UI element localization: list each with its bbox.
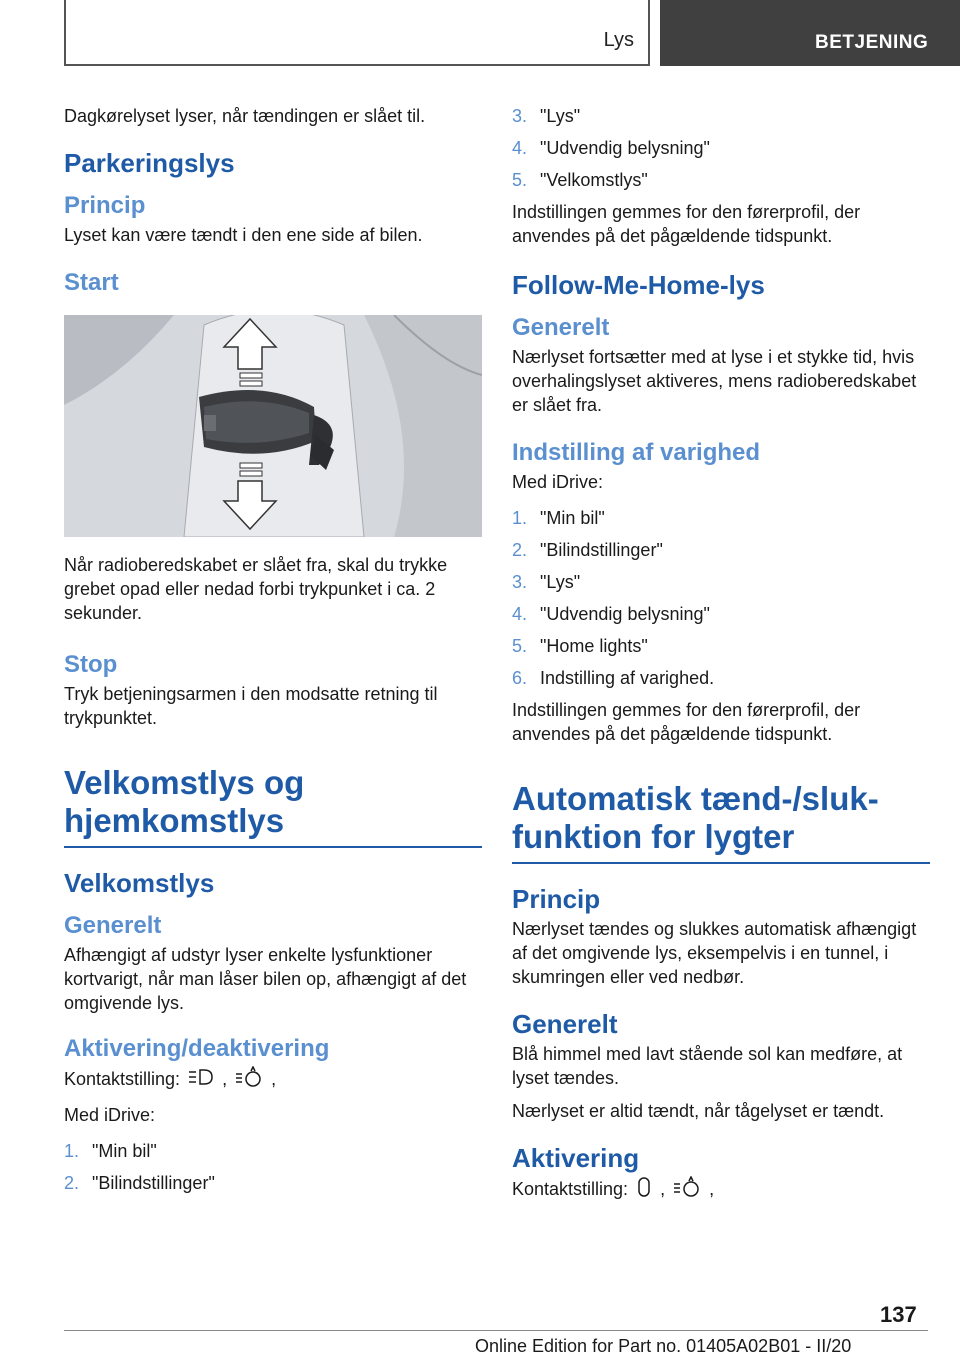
velkomst-hjemkomst-heading: Velkomstlys og hjemkomstlys bbox=[64, 764, 482, 848]
list-item: 2. "Bilindstillinger" bbox=[64, 1173, 215, 1193]
princip-text: Lyset kan være tændt i den ene side af bilen. bbox=[64, 225, 423, 245]
right-column bbox=[512, 104, 930, 1213]
start-heading: Start bbox=[64, 269, 119, 296]
velkomstlys-heading: Velkomstlys bbox=[64, 868, 215, 898]
aktivering-deaktivering-heading: Aktivering/deaktivering bbox=[64, 1035, 330, 1062]
automatisk-taend-sluk-heading: Automatisk tænd-/slukfunktion for lygter bbox=[512, 780, 930, 864]
left-column bbox=[64, 104, 482, 1203]
ignition-accessory-icon bbox=[188, 1067, 214, 1093]
footer-divider bbox=[64, 1330, 928, 1331]
kontaktstilling-separator: , bbox=[271, 1068, 277, 1089]
header-chapter-tab bbox=[660, 0, 960, 66]
list-item: 4. "Udvendig belysning" bbox=[512, 138, 710, 158]
header-section-title: Lys bbox=[603, 29, 634, 51]
header-section-box bbox=[64, 0, 650, 66]
list-item: 6. Indstilling af varighed. bbox=[512, 668, 715, 688]
generelt-text: Blå himmel med lavt stående sol kan medføre, at lyset tændes. bbox=[512, 1044, 903, 1088]
velkomst-idrive-steps bbox=[64, 1139, 482, 1195]
ignition-off-icon bbox=[636, 1176, 652, 1204]
kontaktstilling-separator: , bbox=[709, 1178, 715, 1199]
list-item: 2. "Bilindstillinger" bbox=[512, 540, 663, 560]
lever-figure-svg bbox=[64, 315, 482, 537]
generelt-text: Afhængigt af udstyr lyser enkelte lysfunktioner kortvarigt, når man låser bilen op, afhængigt af det omgivende lys. bbox=[64, 945, 467, 1013]
list-item: 3. "Lys" bbox=[512, 572, 581, 592]
footer-edition-text: Online Edition for Part no. 01405A02B01 - II/20 bbox=[475, 1336, 852, 1356]
intro-text: Dagkørelyset lyser, når tændingen er slået til. bbox=[64, 106, 426, 126]
indstilling-varighed-heading: Indstilling af varighed bbox=[512, 439, 761, 466]
med-idrive-label: Med iDrive: bbox=[64, 1105, 156, 1125]
velkomst-idrive-steps-continued bbox=[512, 104, 930, 192]
aktivering-heading: Aktivering bbox=[512, 1143, 640, 1173]
ignition-on-icon bbox=[673, 1176, 701, 1204]
generelt-heading: Generelt bbox=[64, 912, 162, 939]
stop-text: Tryk betjeningsarmen i den modsatte retning til trykpunktet. bbox=[64, 684, 438, 728]
page-number: 137 bbox=[880, 1302, 917, 1327]
kontaktstilling-line bbox=[64, 1066, 482, 1094]
generelt-text: Nærlyset er altid tændt, når tågelyset er tændt. bbox=[512, 1101, 885, 1121]
generelt-heading: Generelt bbox=[512, 1009, 618, 1039]
princip-heading: Princip bbox=[512, 884, 601, 914]
ignition-on-icon bbox=[235, 1066, 263, 1094]
kontaktstilling-label: Kontaktstilling: bbox=[512, 1178, 629, 1199]
kontaktstilling-label: Kontaktstilling: bbox=[64, 1068, 181, 1089]
kontaktstilling-separator: , bbox=[222, 1068, 228, 1089]
profile-note: Indstillingen gemmes for den førerprofil, der anvendes på det pågældende tidspunkt. bbox=[512, 202, 861, 246]
header-chapter-title: BETJENING bbox=[815, 32, 929, 53]
kontaktstilling-line bbox=[512, 1176, 930, 1204]
med-idrive-label: Med iDrive: bbox=[512, 472, 604, 492]
follow-me-home-heading: Follow-Me-Home-lys bbox=[512, 270, 765, 300]
princip-heading: Princip bbox=[64, 192, 146, 219]
follow-me-idrive-steps bbox=[512, 506, 930, 690]
list-item: 1. "Min bil" bbox=[64, 1141, 157, 1161]
generelt-heading: Generelt bbox=[512, 314, 610, 341]
start-text: Når radioberedskabet er slået fra, skal du trykke grebet opad eller nedad forbi trykpunket i ca. 2 sekunder. bbox=[64, 555, 448, 623]
turn-signal-lever-illustration bbox=[64, 315, 482, 537]
list-item: 5. "Velkomstlys" bbox=[512, 170, 648, 190]
list-item: 1. "Min bil" bbox=[512, 508, 605, 528]
list-item: 5. "Home lights" bbox=[512, 636, 648, 656]
profile-note: Indstillingen gemmes for den førerprofil, der anvendes på det pågældende tidspunkt. bbox=[512, 700, 861, 744]
stop-heading: Stop bbox=[64, 651, 118, 678]
princip-text: Nærlyset tændes og slukkes automatisk afhængigt af det omgivende lys, eksempelvis i en tunnel, i skumringen eller ved nedbør. bbox=[512, 919, 917, 987]
parkeringslys-heading: Parkeringslys bbox=[64, 148, 235, 178]
list-item: 3. "Lys" bbox=[512, 106, 581, 126]
list-item: 4. "Udvendig belysning" bbox=[512, 604, 710, 624]
generelt-text: Nærlyset fortsætter med at lyse i et stykke tid, hvis overhalingslyset aktiveres, mens radioberedskabet er slået fra. bbox=[512, 347, 917, 415]
kontaktstilling-separator: , bbox=[660, 1178, 666, 1199]
